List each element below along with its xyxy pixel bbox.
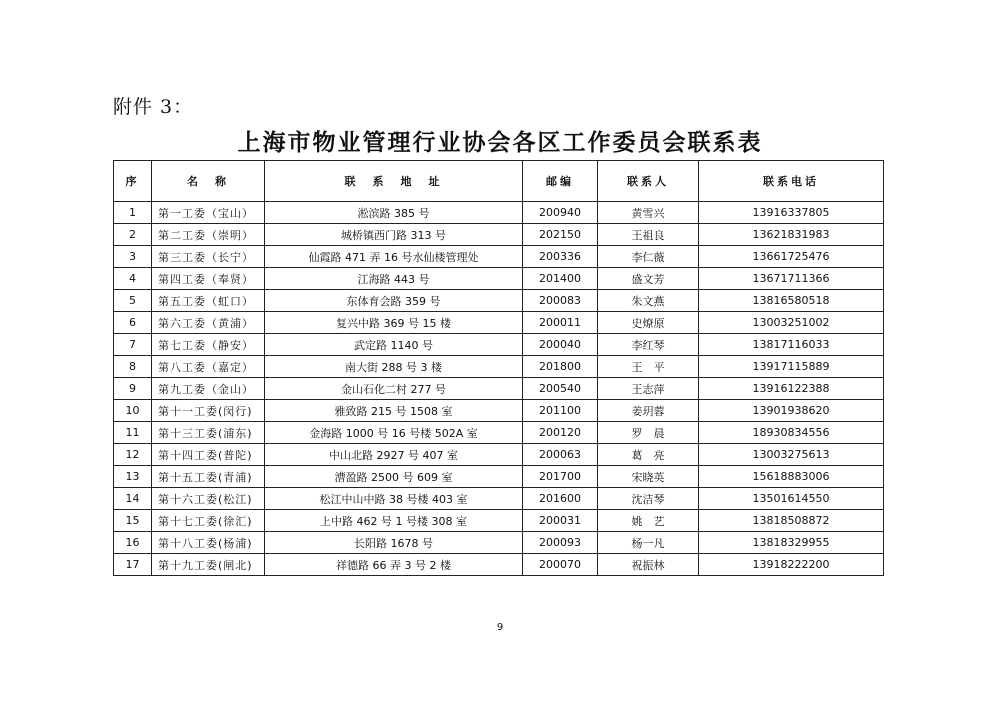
cell-contact-person: 杨一凡	[598, 532, 699, 554]
cell-index: 7	[114, 334, 152, 356]
cell-address: 金山石化二村 277 号	[265, 378, 523, 400]
cell-committee-name: 第六工委（黄浦）	[152, 312, 265, 334]
header-name: 名 称	[152, 161, 265, 202]
cell-index: 13	[114, 466, 152, 488]
cell-postcode: 201100	[523, 400, 598, 422]
cell-committee-name: 第二工委（崇明）	[152, 224, 265, 246]
cell-contact-person: 黄雪兴	[598, 202, 699, 224]
cell-postcode: 200031	[523, 510, 598, 532]
cell-address: 复兴中路 369 号 15 楼	[265, 312, 523, 334]
cell-index: 5	[114, 290, 152, 312]
cell-contact-person: 葛 亮	[598, 444, 699, 466]
cell-index: 11	[114, 422, 152, 444]
cell-address: 上中路 462 号 1 号楼 308 室	[265, 510, 523, 532]
header-phone: 联系电话	[699, 161, 884, 202]
cell-postcode: 200011	[523, 312, 598, 334]
table-row	[114, 312, 884, 334]
cell-index: 14	[114, 488, 152, 510]
table-row	[114, 246, 884, 268]
cell-postcode: 201400	[523, 268, 598, 290]
cell-committee-name: 第十七工委(徐汇)	[152, 510, 265, 532]
cell-committee-name: 第十八工委(杨浦)	[152, 532, 265, 554]
cell-committee-name: 第五工委（虹口）	[152, 290, 265, 312]
header-address: 联 系 地 址	[265, 161, 523, 202]
cell-address: 仙霞路 471 弄 16 号水仙楼管理处	[265, 246, 523, 268]
cell-contact-person: 王祖良	[598, 224, 699, 246]
table-row	[114, 510, 884, 532]
cell-address: 漕盈路 2500 号 609 室	[265, 466, 523, 488]
table-row	[114, 466, 884, 488]
cell-index: 1	[114, 202, 152, 224]
cell-phone: 13916122388	[699, 378, 884, 400]
cell-index: 12	[114, 444, 152, 466]
cell-index: 6	[114, 312, 152, 334]
cell-index: 15	[114, 510, 152, 532]
table-row	[114, 290, 884, 312]
cell-phone: 13671711366	[699, 268, 884, 290]
cell-contact-person: 王志萍	[598, 378, 699, 400]
cell-phone: 13901938620	[699, 400, 884, 422]
cell-address: 长阳路 1678 号	[265, 532, 523, 554]
cell-postcode: 202150	[523, 224, 598, 246]
cell-index: 2	[114, 224, 152, 246]
cell-contact-person: 沈洁琴	[598, 488, 699, 510]
cell-index: 4	[114, 268, 152, 290]
cell-postcode: 201800	[523, 356, 598, 378]
cell-contact-person: 李仁薇	[598, 246, 699, 268]
cell-phone: 15618883006	[699, 466, 884, 488]
cell-committee-name: 第十三工委(浦东)	[152, 422, 265, 444]
header-index: 序	[114, 161, 152, 202]
cell-contact-person: 罗 晨	[598, 422, 699, 444]
cell-contact-person: 宋晓英	[598, 466, 699, 488]
cell-contact-person: 朱文燕	[598, 290, 699, 312]
table-row	[114, 554, 884, 576]
cell-postcode: 201600	[523, 488, 598, 510]
cell-committee-name: 第一工委（宝山）	[152, 202, 265, 224]
cell-address: 江海路 443 号	[265, 268, 523, 290]
table-row	[114, 422, 884, 444]
cell-address: 松江中山中路 38 号楼 403 室	[265, 488, 523, 510]
table-row	[114, 334, 884, 356]
cell-index: 10	[114, 400, 152, 422]
table-header-row	[114, 161, 884, 202]
cell-phone: 13818508872	[699, 510, 884, 532]
cell-address: 金海路 1000 号 16 号楼 502A 室	[265, 422, 523, 444]
cell-committee-name: 第四工委（奉贤）	[152, 268, 265, 290]
table-row	[114, 444, 884, 466]
cell-phone: 13003275613	[699, 444, 884, 466]
cell-phone: 13003251002	[699, 312, 884, 334]
cell-contact-person: 史燎原	[598, 312, 699, 334]
cell-phone: 13816580518	[699, 290, 884, 312]
cell-contact-person: 姚 艺	[598, 510, 699, 532]
cell-phone: 13918222200	[699, 554, 884, 576]
cell-index: 3	[114, 246, 152, 268]
header-contact-person: 联系人	[598, 161, 699, 202]
table-row	[114, 268, 884, 290]
table-body	[114, 202, 884, 576]
attachment-label: 附件 3：	[113, 96, 194, 118]
cell-address: 城桥镇西门路 313 号	[265, 224, 523, 246]
cell-address: 雅致路 215 号 1508 室	[265, 400, 523, 422]
cell-address: 东体育会路 359 号	[265, 290, 523, 312]
cell-index: 17	[114, 554, 152, 576]
cell-committee-name: 第十四工委(普陀)	[152, 444, 265, 466]
cell-postcode: 200063	[523, 444, 598, 466]
cell-address: 武定路 1140 号	[265, 334, 523, 356]
cell-committee-name: 第八工委（嘉定）	[152, 356, 265, 378]
cell-committee-name: 第九工委（金山）	[152, 378, 265, 400]
table-row	[114, 400, 884, 422]
cell-contact-person: 李红琴	[598, 334, 699, 356]
cell-contact-person: 姜玥蓉	[598, 400, 699, 422]
table-row	[114, 202, 884, 224]
cell-committee-name: 第十五工委(青浦)	[152, 466, 265, 488]
cell-contact-person: 盛文芳	[598, 268, 699, 290]
table-row	[114, 356, 884, 378]
cell-contact-person: 王 平	[598, 356, 699, 378]
table-row	[114, 488, 884, 510]
cell-committee-name: 第十九工委(闸北)	[152, 554, 265, 576]
table-row	[114, 224, 884, 246]
cell-phone: 13621831983	[699, 224, 884, 246]
contacts-table	[113, 160, 884, 576]
document-title: 上海市物业管理行业协会各区工作委员会联系表	[237, 129, 763, 156]
cell-phone: 13917115889	[699, 356, 884, 378]
cell-postcode: 200083	[523, 290, 598, 312]
cell-committee-name: 第三工委（长宁）	[152, 246, 265, 268]
cell-postcode: 200070	[523, 554, 598, 576]
cell-postcode: 200040	[523, 334, 598, 356]
cell-committee-name: 第十六工委(松江)	[152, 488, 265, 510]
cell-index: 8	[114, 356, 152, 378]
header-postcode: 邮编	[523, 161, 598, 202]
cell-contact-person: 祝振林	[598, 554, 699, 576]
cell-postcode: 200940	[523, 202, 598, 224]
cell-address: 南大街 288 号 3 楼	[265, 356, 523, 378]
cell-address: 中山北路 2927 号 407 室	[265, 444, 523, 466]
cell-index: 16	[114, 532, 152, 554]
cell-postcode: 200093	[523, 532, 598, 554]
table-row	[114, 378, 884, 400]
cell-postcode: 200120	[523, 422, 598, 444]
cell-address: 淞滨路 385 号	[265, 202, 523, 224]
cell-index: 9	[114, 378, 152, 400]
cell-phone: 13818329955	[699, 532, 884, 554]
cell-committee-name: 第七工委（静安）	[152, 334, 265, 356]
page-number: 9	[496, 622, 504, 633]
cell-postcode: 200540	[523, 378, 598, 400]
cell-postcode: 200336	[523, 246, 598, 268]
cell-phone: 13916337805	[699, 202, 884, 224]
cell-phone: 13817116033	[699, 334, 884, 356]
cell-phone: 13661725476	[699, 246, 884, 268]
cell-postcode: 201700	[523, 466, 598, 488]
cell-phone: 18930834556	[699, 422, 884, 444]
table-row	[114, 532, 884, 554]
cell-phone: 13501614550	[699, 488, 884, 510]
cell-address: 祥德路 66 弄 3 号 2 楼	[265, 554, 523, 576]
cell-committee-name: 第十一工委(闵行)	[152, 400, 265, 422]
